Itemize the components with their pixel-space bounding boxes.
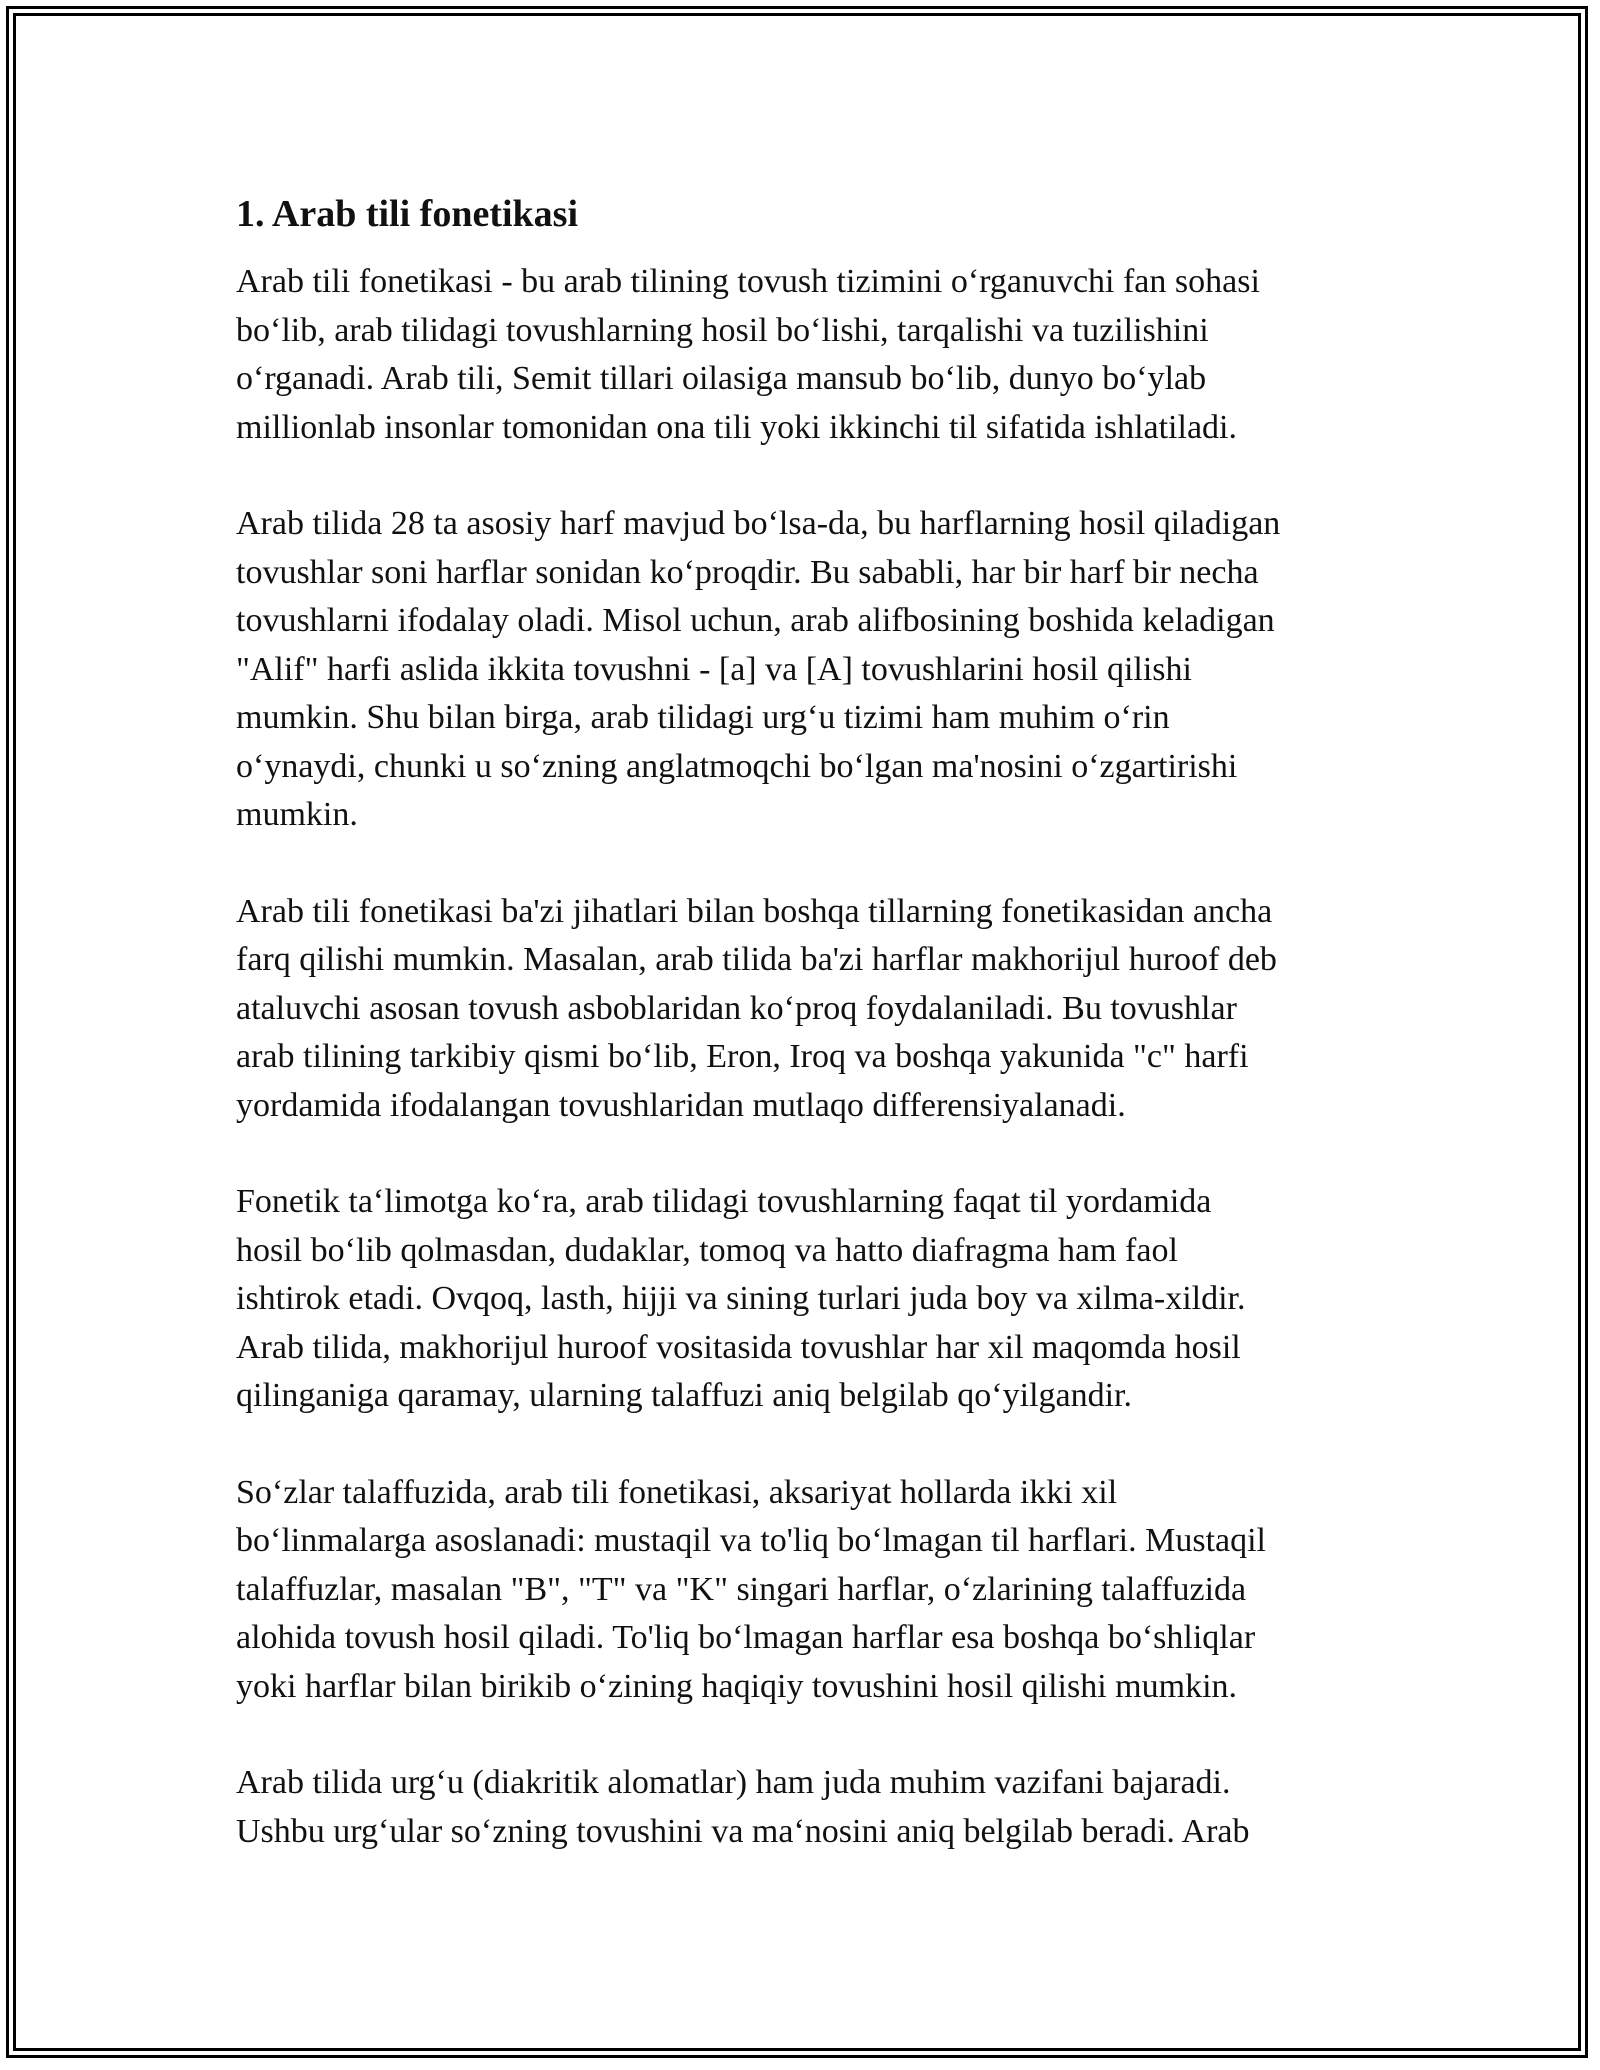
text-line: yoki harflar bilan birikib oʻzining haqiqiy tovushini hosil qilishi mumkin.	[236, 1667, 1238, 1705]
text-line: ataluvchi asosan tovush asboblaridan koʻproq foydalaniladi. Bu tovushlar	[236, 989, 1237, 1027]
text-line: talaffuzlar, masalan "B", "T" va "K" singari harflar, oʻzlarining talaffuzida	[236, 1570, 1247, 1608]
paragraph-1	[236, 258, 1376, 452]
text-line: Arab tili fonetikasi - bu arab tilining tovush tizimini oʻrganuvchi fan sohasi	[236, 263, 1260, 300]
text-line: hosil boʻlib qolmasdan, dudaklar, tomoq va hatto diafragma ham faol	[236, 1231, 1178, 1269]
text-line: qilinganiga qaramay, ularning talaffuzi aniq belgilab qoʻyilgandir.	[236, 1377, 1133, 1414]
text-line: oʻynaydi, chunki u soʻzning anglatmoqchi boʻlgan ma'nosini oʻzgartirishi	[236, 747, 1238, 785]
text-line: Arab tilida 28 ta asosiy harf mavjud boʻlsa-da, bu harflarning hosil qiladigan	[236, 505, 1281, 542]
text-line: "Alif" harfi aslida ikkita tovushni - [a] va [A] tovushlarini hosil qilishi	[236, 650, 1192, 688]
text-line: alohida tovush hosil qiladi. To'liq boʻlmagan harflar esa boshqa boʻshliqlar	[236, 1619, 1256, 1656]
text-line: farq qilishi mumkin. Masalan, arab tilida ba'zi harflar makhorijul huroof deb	[236, 941, 1277, 978]
text-line: yordamida ifodalangan tovushlaridan mutlaqo differensiyalanadi.	[236, 1086, 1126, 1124]
text-line: tovushlar soni harflar sonidan koʻproqdir. Bu sababli, har bir harf bir necha	[236, 553, 1259, 591]
text-line: Fonetik taʻlimotga koʻra, arab tilidagi tovushlarning faqat til yordamida	[236, 1183, 1212, 1220]
text-line: arab tilining tarkibiy qismi boʻlib, Eron, Iroq va boshqa yakunida "c" harfi	[236, 1038, 1249, 1075]
text-line: Arab tilida urgʻu (diakritik alomatlar) ham juda muhim vazifani bajaradi.	[236, 1764, 1231, 1801]
paragraph-6	[236, 1759, 1376, 1856]
text-line: Arab tilida, makhorijul huroof vositasida tovushlar har xil maqomda hosil	[236, 1328, 1241, 1366]
paragraph-2	[236, 500, 1376, 840]
text-line: boʻlinmalarga asoslanadi: mustaqil va to'liq boʻlmagan til harflari. Mustaqil	[236, 1522, 1266, 1559]
document-body	[236, 186, 1376, 1904]
text-line: ishtirok etadi. Ovqoq, lasth, hijji va sining turlari juda boy va xilma-xildir.	[236, 1280, 1246, 1317]
text-line: Arab tili fonetikasi ba'zi jihatlari bilan boshqa tillarning fonetikasidan ancha	[236, 892, 1273, 930]
text-line: mumkin.	[236, 796, 358, 833]
paragraph-5	[236, 1469, 1376, 1712]
text-line: boʻlib, arab tilidagi tovushlarning hosil boʻlishi, tarqalishi va tuzilishini	[236, 311, 1209, 349]
text-line: mumkin. Shu bilan birga, arab tilidagi urgʻu tizimi ham muhim oʻrin	[236, 699, 1170, 736]
paragraph-3	[236, 888, 1376, 1131]
text-line: oʻrganadi. Arab tili, Semit tillari oilasiga mansub boʻlib, dunyo boʻylab	[236, 360, 1207, 397]
text-line: tovushlarni ifodalay oladi. Misol uchun, arab alifbosining boshida keladigan	[236, 602, 1275, 639]
text-line: Ushbu urgʻular soʻzning tovushini va maʻnosini aniq belgilab beradi. Arab	[236, 1812, 1250, 1850]
text-line: Soʻzlar talaffuzida, arab tili fonetikasi, aksariyat hollarda ikki xil	[236, 1473, 1118, 1511]
paragraph-4	[236, 1178, 1376, 1421]
section-heading: 1. Arab tili fonetikasi	[236, 193, 579, 235]
text-line: millionlab insonlar tomonidan ona tili yoki ikkinchi til sifatida ishlatiladi.	[236, 408, 1237, 446]
